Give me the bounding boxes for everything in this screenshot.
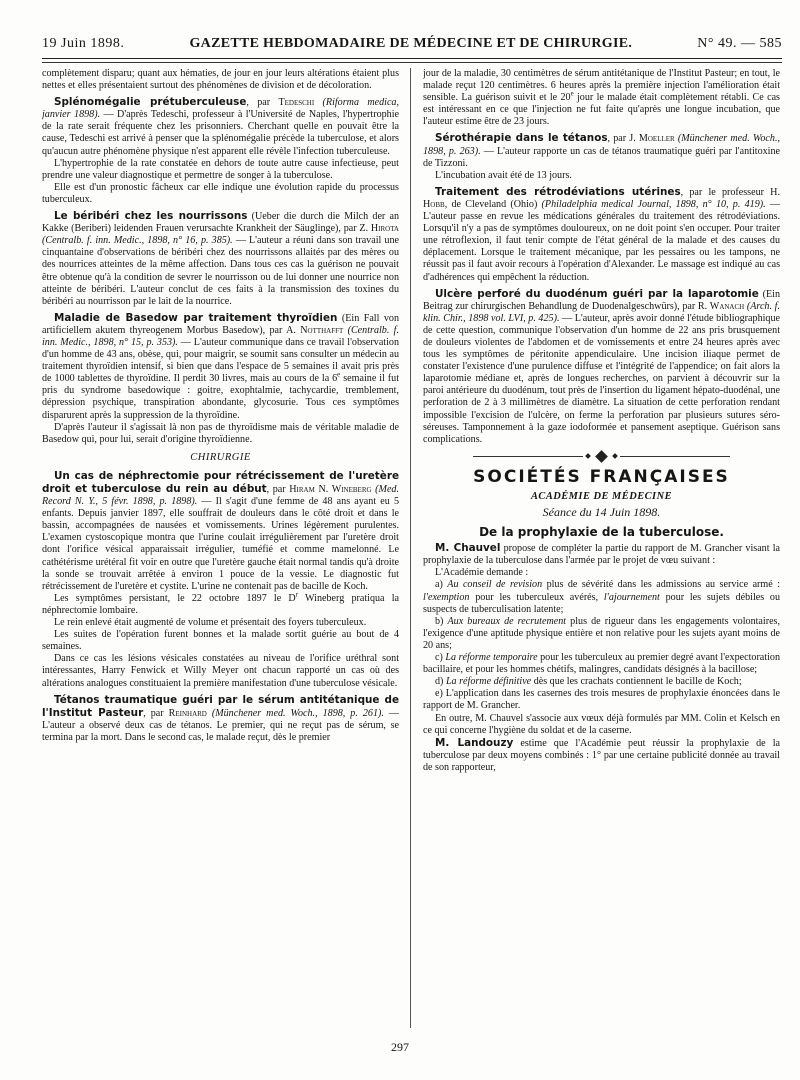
author-prefix: , par — [246, 97, 279, 109]
author-name: Wanach — [709, 300, 745, 312]
text: c) — [435, 652, 446, 664]
paragraph: Les suites de l'opération furent bonnes et la malade sortit guérie au bout de 4 semaines. — [42, 629, 399, 653]
section-heading-chirurgie: CHIRURGIE — [190, 451, 251, 463]
article-nephrectomie — [42, 470, 399, 593]
author-prefix: , par — [266, 484, 290, 495]
ornament-diamond — [595, 450, 608, 463]
article-title: Le béribéri chez les nourrissons — [54, 210, 248, 223]
paragraph: Le rein enlevé était augmenté de volume et présentait des foyers tuberculeux. — [54, 617, 367, 629]
header-separator: — — [741, 36, 756, 51]
text: d) — [435, 676, 446, 688]
article-body: (Ein Fall von artificiellem akutem thyreogenem Morbus Basedow), par A. — [42, 312, 399, 336]
article-body: — L'auteur a réuni dans son travail une cinquantaine d'observations de béribéri chez des nourrissons allaités par des mères ou des nourrices atteintes de la même affection. Dans tous ces cas la guérison ne pouvait être obtenue qu'à la condition de sevrer le nourrisson ou de lui donner une nourrice non atteinte de béribéri. L'auteur conclut de ces faits à la transmission des toxines du béribéri au nourrisson par le lait de la nourrice. — [42, 235, 399, 307]
reference: (Centralb. f. inn. Medic., 1898, n° 16, p. 385). — [42, 235, 233, 247]
article-body: — Il s'agit d'une femme de 48 ans ayant eu 5 enfants. Depuis janvier 1897, elle souffrait de douleurs dans le côté droit et dans le bassin, accompagnées de nausées et vomissements. Urines légèrement purulentes. L'examen cystoscopique montra que l'urine coulait irrégulièrement par l'uretère droit dont l'orifice vésical apparaissait irrégulier, tuméfié et comme mamelonné. Le cathétérisme urétéral fit voir en outre que l'uretère gauche était normal tandis qu'à droite la sonde se trouvait arrêtée à environ 1 pouce de la vessie. Le diagnostic fut rétrécissement de l'uretère et cystite. L'urine ne contenait pas de bacille de Koch. — [42, 496, 399, 592]
article-ulcere — [423, 288, 780, 446]
text: Wineberg pratiqua la néphrectomie lombaire. — [42, 592, 399, 616]
text: jour de la maladie, 30 centimètres de sérum antitétanique de l'Institut Pasteur; en tout, le malade reçut 120 centimètres. 6 heures après la première injection l'amélioration était sensible. La guérison suivit et le 20 — [423, 68, 780, 104]
speaker-name: M. Landouzy — [435, 736, 514, 749]
article-title: Maladie de Basedow par traitement thyroïdien — [54, 311, 338, 324]
header-date: 19 Juin 1898. — [42, 36, 125, 51]
reference: (Münchener med. Woch., 1898, p. 263). — [423, 133, 780, 157]
article-beriberi — [42, 210, 399, 308]
header-rule — [42, 62, 782, 63]
ornament-line-right — [620, 456, 730, 457]
paragraph-landouzy — [423, 737, 780, 774]
text: dès que les crachats contiennent le bacille de Koch; — [531, 676, 742, 688]
paragraph — [42, 590, 399, 617]
superscript: r — [295, 590, 299, 599]
paragraph: L'Académie demande : — [435, 567, 529, 579]
text: estime que l'Académie peut réussir la prophylaxie de la tuberculose par deux moyens combinés : 1° par une certaine publicité donnée au travail de son rapporteur, — [423, 737, 780, 773]
author-name: Hiram N. Wineberg — [289, 484, 372, 495]
header-page: 585 — [759, 36, 782, 51]
reference: (Centralb. f. inn. Medic., 1898, n° 15, p. 353). — [42, 324, 399, 348]
text: pour les sujets débiles ou suspects de tuberculisation latente; — [423, 591, 780, 615]
page-number: 297 — [391, 1040, 409, 1054]
article-body: (Ueber die durch die Milch der an Kakke (Beriberi) leidenden Frauen verursachte Krankheit der Säuglinge), par Z. — [42, 211, 399, 235]
paragraph-chauvel — [423, 542, 780, 567]
list-item — [423, 652, 780, 676]
article-title: Traitement des rétrodéviations utérines — [435, 185, 681, 198]
text: plus de sévérité dans les admissions au service armé : — [542, 579, 780, 591]
reference: (Arch. f. klin. Chir., 1898 vol. LVI, p. 425). — [423, 300, 780, 324]
article-body: — L'auteur passe en revue les médications générales du traitement des rétrodéviations. Lorsqu'il n'y a pas de symptômes douloureux, on ne doit point s'en occuper. Pour traiter une rétroflexion, il faut tenir compte de l'état général de la malade et des causes du déplacement. Lorsque le traitement mécanique, par les pessaires ou les tampons, ne réussit pas il faut avoir recours à l'opération d'Alexander. Le massage est indiqué au cas d'adhérences qui empêchent la réduction. — [423, 198, 780, 283]
right-column — [423, 68, 780, 1028]
emphasis: Aux bureaux de recrutement — [447, 615, 567, 627]
paragraph: Elle est d'un pronostic fâcheux car elle indique une évolution rapide du processus tuberculeux. — [42, 181, 399, 205]
text: pour les tuberculeux avérés, — [469, 591, 604, 603]
list-item: e) L'application dans les casernes des trois mesures de prophylaxie énoncées dans le rapport de M. Grancher. — [423, 688, 780, 712]
author-prefix: , par — [143, 707, 169, 719]
emphasis: Au conseil de revision — [447, 579, 543, 591]
article-retrodeviations — [423, 186, 780, 284]
article-tetanos — [42, 694, 399, 744]
paragraph: D'après l'auteur il s'agissait là non pas de thyroïdisme mais de véritable maladie de Basedow qui, pour lui, serait d'origine thyroïdienne. — [42, 421, 399, 445]
ornament-diamond-small — [612, 453, 618, 459]
text: , de Cleveland (Ohio) — [444, 198, 542, 210]
header-issue — [697, 36, 782, 52]
author-name: Reinhard — [168, 707, 207, 719]
left-column — [42, 68, 399, 1028]
text: pour les tuberculeux au premier degré avant l'expectoration bacillaire, et pour les hommes chétifs, malingres, candidats désignés à la bacillose; — [423, 652, 780, 676]
article-title: Tétanos traumatique guéri par le sérum antitétanique de l'Institut Pasteur — [42, 693, 399, 719]
intro-paragraph: complètement disparu; quant aux hématies, de jour en jour leurs altérations étaient plus nettes et elles présentaient surtout des phénomènes de division et de décoloration. — [42, 68, 399, 92]
article-serotherapie — [423, 132, 780, 169]
text: propose de compléter la partie du rapport de M. Grancher visant la prophylaxie de la tuberculose dans l'armée par le projet de vœu suivant : — [423, 543, 780, 567]
speaker-name: M. Chauvel — [435, 542, 501, 555]
text: b) — [435, 615, 448, 627]
seance-date: Séance du 14 Juin 1898. — [542, 505, 661, 519]
continued-paragraph — [423, 68, 780, 128]
author-prefix: , par le professeur H. — [680, 186, 780, 198]
paragraph: Dans ce cas les lésions vésicales constatées au niveau de l'orifice uréthral sont intéressantes, Harry Fenwick et Willy Meyer ont chacun rapporté un cas où des altérations analogues constituaient la première manifestation d'une tuberculose vésicale. — [42, 653, 399, 689]
paragraph: En outre, M. Chauvel s'associe aux vœux déjà formulés par MM. Colin et Kelsch en ce qui concerne l'hygiène du soldat et de la caserne. — [423, 712, 780, 736]
article-body: — L'auteur communique dans ce travail l'observation d'un homme de 43 ans, obèse, qui, pour maigrir, se soumit sans consulter un médecin au traitement thyroïdien intensif, si bien que dans l'espace de 5 semaines il avait pris près de 1000 tablettes de thyroïdine. Il perdit 30 livres, mais au cours de la 6 — [42, 336, 399, 385]
text: Les symptômes persistant, le 22 octobre 1897 le D — [54, 592, 296, 604]
reference: (Münchener med. Woch., 1898, p. 261). — [206, 707, 384, 719]
article-title: Un cas de néphrectomie pour rétrécissement de l'uretère droit et tuberculose du rein au début — [42, 469, 399, 495]
text: plus de rigueur dans les engagements volontaires, l'exigence d'une aptitude physique entière et non relative pour les sujets ayant moins de 20 ans; — [423, 615, 780, 651]
article-body: semaine il fut pris du syndrome basedowique : goitre, exophtalmie, tachycardie, tremblement, dépression psychique, transpiration abondante, glycosurie. Tous ces symptômes disparurent après la suppression de la thyroïdine. — [42, 373, 399, 421]
paragraph: L'hypertrophie de la rate constatée en dehors de toute autre cause infectieuse, peut prendre une valeur diagnostique et permettre de songer à la tuberculose. — [42, 157, 399, 181]
emphasis: La réforme définitive — [445, 676, 532, 688]
subheading-academie: ACADÉMIE DE MÉDECINE — [530, 490, 673, 502]
list-item — [423, 579, 780, 615]
header-issue-number: N° 49. — [697, 36, 737, 51]
list-item — [423, 676, 780, 688]
reference: (Philadelphia medical Journal, 1898, n° 10, p. 419). — [541, 198, 766, 210]
author-name: Moeller — [638, 133, 675, 145]
emphasis: La réforme temporaire — [445, 652, 538, 664]
column-divider — [410, 68, 411, 1028]
article-body: — L'auteur rapporte un cas de tétanos traumatique guéri par l'antitoxine de Tizzoni. — [423, 145, 780, 169]
author-name: Tedeschi — [278, 97, 315, 109]
article-title: Ulcère perforé du duodénum guéri par la laparotomie — [435, 287, 759, 300]
superscript: e — [570, 89, 574, 98]
header-journal-title: GAZETTE HEBDOMADAIRE DE MÉDECINE ET DE CHIRURGIE. — [189, 36, 633, 51]
article-title: Splénomégalie prétuberculeuse — [54, 96, 247, 109]
author-name: Hobb — [423, 198, 445, 210]
ornament-line-left — [473, 456, 583, 457]
ornament-diamond-small — [585, 453, 591, 459]
author-prefix: , par J. — [607, 133, 639, 145]
author-name: Notthafft — [300, 324, 344, 336]
author-name: Hirota — [370, 223, 399, 235]
article-body: — D'après Tedeschi, professeur à l'Université de Naples, l'hypertrophie de la rate serait fréquente chez les prisonniers. Cherchant quelle en pouvait être la cause, Tedeschi est arrivé à penser que la splénomégalie précède la tuberculose, et alors qu'aucun autre phénomène physique n'est apparent elle révèle l'infection tuberculeuse. — [42, 109, 399, 157]
article-splenomegalie — [42, 96, 399, 157]
emphasis: l'ajournement — [603, 591, 660, 603]
topic-heading: De la prophylaxie de la tuberculose. — [479, 525, 724, 540]
reference: (Med. Record N. Y., 5 févr. 1898, p. 1898). — [42, 484, 399, 508]
article-body: (Ein Beitrag zur chirurgischen Behandlung de Duodenalgeschwürs), par R. — [423, 288, 780, 312]
section-ornament — [423, 452, 780, 461]
article-basedow — [42, 312, 399, 422]
article-title: Sérothérapie dans le tétanos — [435, 132, 608, 145]
text: a) — [435, 579, 448, 591]
page-header — [42, 36, 782, 59]
section-heading-societes: SOCIÉTÉS FRANÇAISES — [473, 466, 730, 487]
list-item — [423, 616, 780, 652]
article-body: — L'auteur a observé deux cas de tétanos. Le premier, qui ne reçut pas de sérum, se termina par la mort. Dans le second cas, le malade reçut, dès le premier — [42, 707, 399, 743]
paragraph: L'incubation avait été de 13 jours. — [435, 169, 572, 181]
article-body: — L'auteur, après avoir donné l'étude bibliographique de cette question, communique l'observation d'un homme de 22 ans pris brusquement de douleurs violentes de l'abdomen et de vomissements et entre 24 heures après avec tous les symptômes de péritonite appendiculaire. Une incision iliaque permet de constater l'existence d'une purulence diffuse et l'intégrité de l'appendice; on fait alors la laparotomie médiane et, après de longues recherches, on parvient à découvrir sur la paroi antérieure du duodénum, tout près de l'insertion du ligament hépato-duodénal, une perforation de 2 à 3 millimètres de diamètre. La situation de cette perforation rendant impossible l'excision de l'ulcère, on ferme la perforation par plusieurs sutures séro-séreuses. Tamponnement à la gaze iodoformée et pansement aseptique. Guérison sans complications. — [423, 312, 780, 445]
text: jour le malade était complètement rétabli. Ce cas est intéressant en ce que l'injection ne fut faite qu'après une longue incubation, que l'auteur estime être de 23 jours. — [423, 92, 780, 128]
emphasis: l'exemption — [423, 591, 470, 603]
reference: (Riforma medica, janvier 1898). — [42, 97, 399, 121]
superscript: e — [337, 370, 341, 379]
